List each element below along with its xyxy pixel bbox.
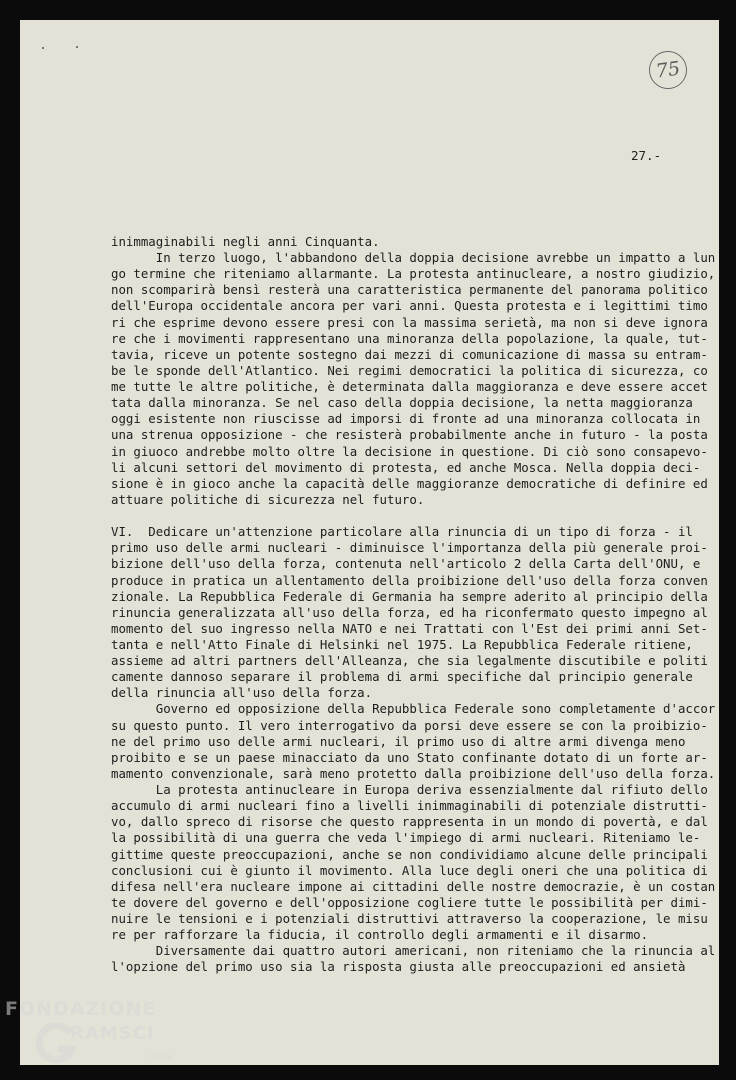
text-line: assieme ad altri partners dell'Alleanza, che sia legalmente discutibile e politi bbox=[111, 653, 708, 669]
text-line: Diversamente dai quattro autori americani, non riteniamo che la rinuncia al bbox=[111, 943, 716, 959]
text-line: rinuncia generalizzata all'uso della forza, ed ha riconfermato questo impegno al bbox=[111, 604, 708, 620]
archive-stamp: 75 bbox=[647, 49, 690, 92]
page-number: 27.- bbox=[631, 148, 662, 163]
text-line: re che i movimenti rappresentano una minoranza della popolazione, la quale, tut- bbox=[111, 330, 708, 346]
text-line: proibito e se un paese minacciato da uno Stato confinante dotato di un forte ar- bbox=[111, 749, 708, 765]
text-line: vo, dallo spreco di risorse che questo rappresenta in un mondo di povertà, e dal bbox=[111, 814, 708, 830]
text-line: mamento convenzionale, sarà meno protetto dalla proibizione dell'uso della forza. bbox=[111, 765, 716, 781]
text-line: tata dalla minoranza. Se nel caso della doppia decisione, la netta maggioranza bbox=[111, 395, 693, 411]
watermark-line-1: FONDAZIONE bbox=[5, 998, 157, 1020]
text-line: zionale. La Repubblica Federale di Germania ha sempre aderito al principio della bbox=[111, 588, 708, 604]
text-line: primo uso delle armi nucleari - diminuisce l'importanza della più generale proi- bbox=[111, 540, 708, 556]
text-line: be le sponde dell'Atlantico. Nei regimi democratici la politica di sicurezza, co bbox=[111, 362, 708, 378]
text-line: bizione dell'uso della forza, contenuta nell'articolo 2 della Carta dell'ONU, e bbox=[111, 556, 701, 572]
text-line: go termine che riteniamo allarmante. La protesta antinucleare, a nostro giudizio, bbox=[111, 266, 716, 282]
text-line: la possibilità di una guerra che veda l'impiego di armi nucleari. Riteniamo le- bbox=[111, 830, 701, 846]
watermark-line-3: onlus bbox=[148, 1052, 173, 1062]
text-line: La protesta antinucleare in Europa deriva essenzialmente dal rifiuto dello bbox=[111, 782, 708, 798]
text-line: sione è in gioco anche la capacità delle maggioranze democratiche di definire ed bbox=[111, 475, 708, 491]
text-line: una strenua opposizione - che resisterà probabilmente anche in futuro - la posta bbox=[111, 427, 708, 443]
watermark-line-2: RAMSCI bbox=[70, 1023, 155, 1044]
text-line: camente dannoso separare il problema di armi specifiche dal principio generale bbox=[111, 669, 693, 685]
text-line: produce in pratica un allentamento della proibizione dell'uso della forza conven bbox=[111, 572, 708, 588]
document-page bbox=[20, 20, 719, 1065]
text-line: della rinuncia all'uso della forza. bbox=[111, 685, 373, 701]
text-line: accumulo di armi nucleari fino a livelli inimmaginabili di potenziale distrutti- bbox=[111, 798, 708, 814]
text-line: li alcuni settori del movimento di protesta, ed anche Mosca. Nella doppia deci- bbox=[111, 459, 701, 475]
text-line: ri che esprime devono essere presi con la massima serietà, ma non si deve ignora bbox=[111, 314, 708, 330]
text-line: te dovere del governo e dell'opposizione cogliere tutte le possibilità per dimi- bbox=[111, 894, 708, 910]
text-line: su questo punto. Il vero interrogativo da porsi deve essere se con la proibizio- bbox=[111, 717, 708, 733]
text-line: Governo ed opposizione della Repubblica Federale sono completamente d'accor bbox=[111, 701, 716, 717]
text-line: VI. Dedicare un'attenzione particolare alla rinuncia di un tipo di forza - il bbox=[111, 524, 693, 540]
text-line: inimmaginabili negli anni Cinquanta. bbox=[111, 234, 380, 249]
text-line: attuare politiche di sicurezza nel futuro. bbox=[111, 491, 425, 507]
text-line: ne del primo uso delle armi nucleari, il primo uso di altre armi divenga meno bbox=[111, 733, 686, 749]
text-line: nuire le tensioni e i potenziali distruttivi attraverso la cooperazione, le misu bbox=[111, 911, 708, 927]
text-line: difesa nell'era nucleare impone ai cittadini delle nostre democrazie, è un costan bbox=[111, 878, 716, 894]
text-line: momento del suo ingresso nella NATO e nei Trattati con l'Est dei primi anni Set- bbox=[111, 620, 708, 636]
speck-mark bbox=[76, 46, 78, 48]
text-line: conclusioni cui è giunto il movimento. Alla luce degli oneri che una politica di bbox=[111, 862, 708, 878]
text-line: dell'Europa occidentale ancora per vari anni. Questa protesta e i legittimi timo bbox=[111, 298, 708, 314]
text-line: re per rafforzare la fiducia, il controllo degli armamenti e il disarmo. bbox=[111, 927, 649, 943]
text-line: in giuoco andrebbe molto oltre la decisione in questione. Di ciò sono consapevo- bbox=[111, 443, 708, 459]
speck-mark bbox=[42, 47, 44, 49]
text-line: tavia, riceve un potente sostegno dai mezzi di comunicazione di massa su entram- bbox=[111, 346, 708, 362]
text-line: In terzo luogo, l'abbandono della doppia decisione avrebbe un impatto a lun bbox=[111, 250, 716, 266]
text-line: gittime queste preoccupazioni, anche se non condividiamo alcune delle principali bbox=[111, 846, 708, 862]
text-line: me tutte le altre politiche, è determinata dalla maggioranza e deve essere accet bbox=[111, 379, 708, 395]
text-line: oggi esistente non riuscisse ad imporsi di fronte ad una minoranza collocata in bbox=[111, 411, 701, 427]
text-line: tanta e nell'Atto Finale di Helsinki nel 1975. La Repubblica Federale ritiene, bbox=[111, 637, 693, 652]
text-line: non scomparirà bensì resterà una caratteristica permanente del panorama politico bbox=[111, 282, 708, 298]
text-line: l'opzione del primo uso sia la risposta giusta alle preoccupazioni ed ansietà bbox=[111, 959, 686, 975]
